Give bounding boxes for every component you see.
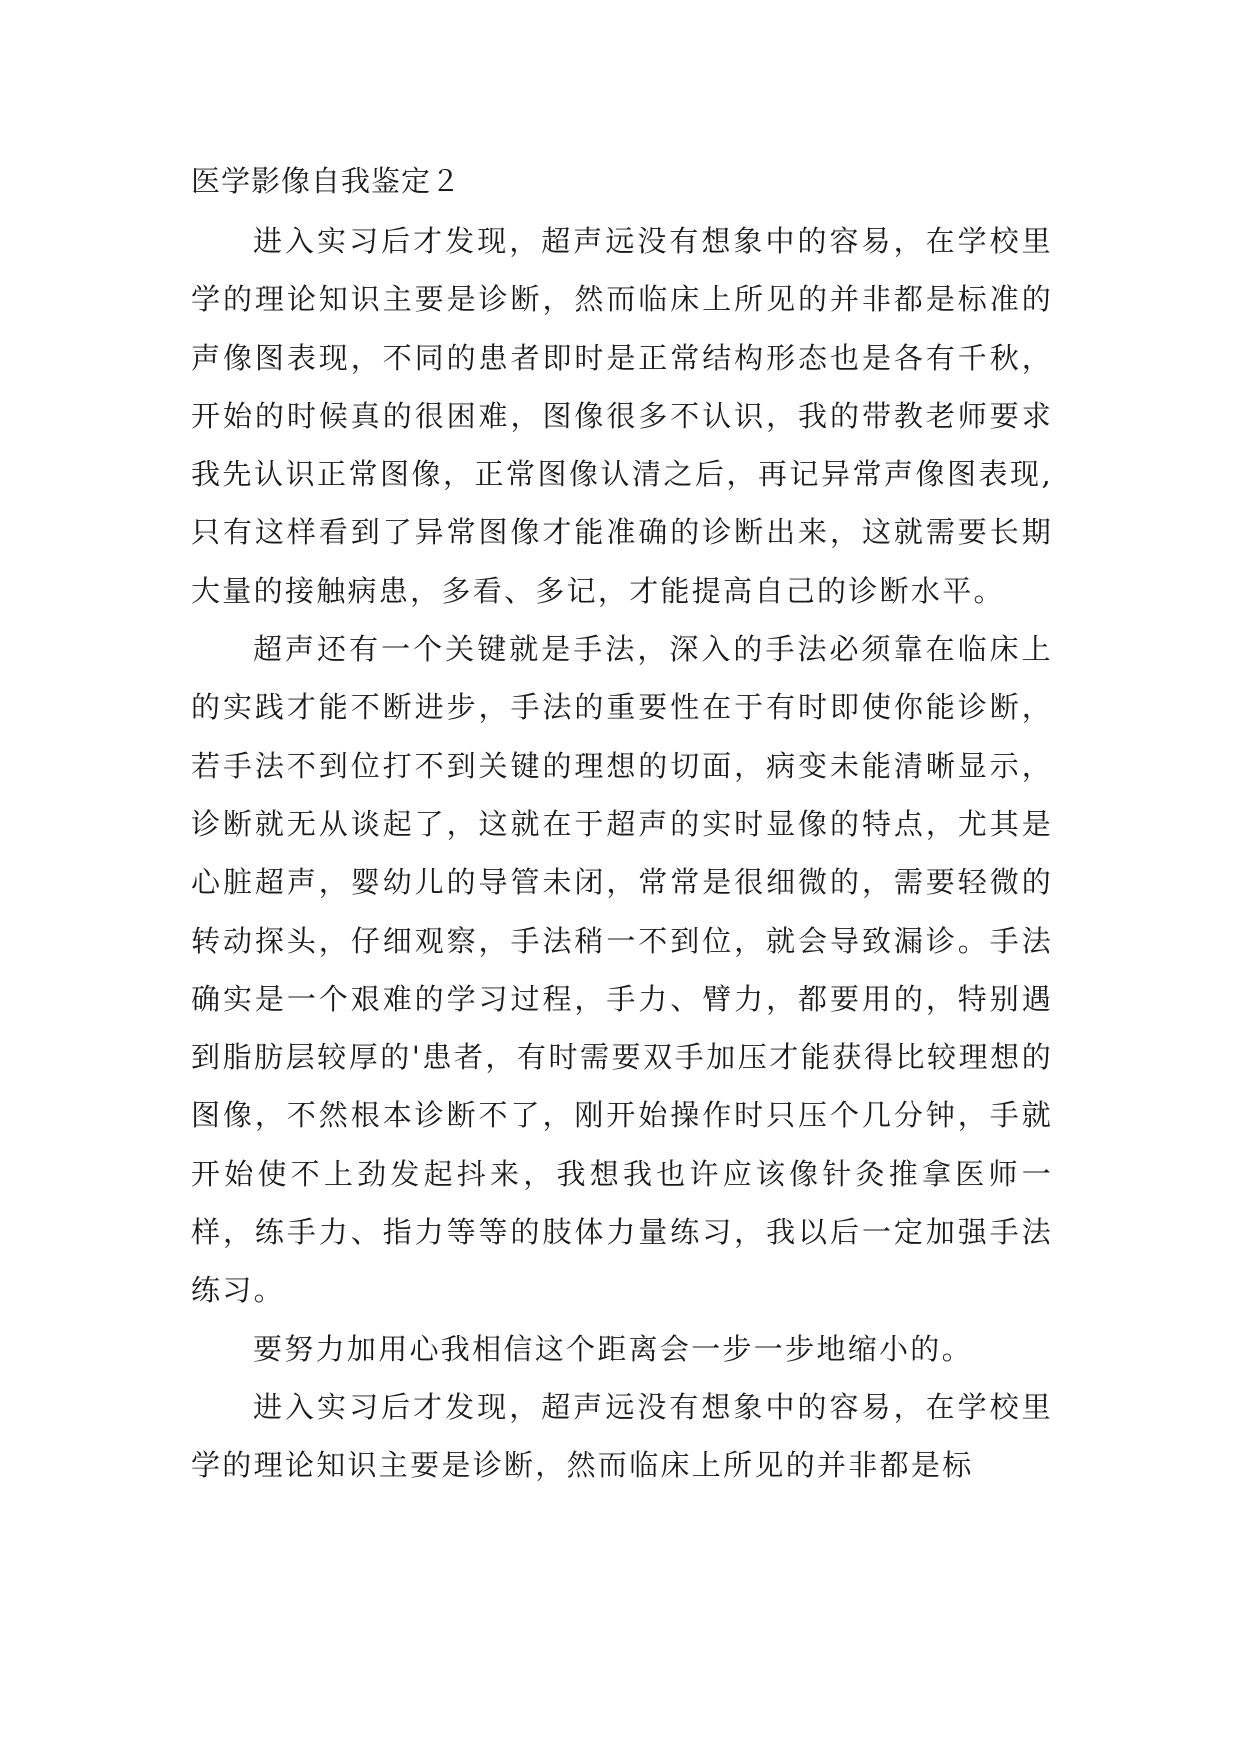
paragraph-1: 进入实习后才发现，超声远没有想象中的容易，在学校里学的理论知识主要是诊断，然而临床上所见的并非都是标准的声像图表现，不同的患者即时是正常结构形态也是各有千秋，开始的时候真的很困难，图像很多不认识，我的带教老师要求我先认识正常图像，正常图像认清之后，再记异常声像图表现,只有这样看到了异常图像才能准确的诊断出来，这就需要长期大量的接触病患，多看、多记，才能提高自己的诊断水平。 xyxy=(191,224,1053,608)
paragraph-4: 进入实习后才发现，超声远没有想象中的容易，在学校里学的理论知识主要是诊断，然而临床上所见的并非都是标 xyxy=(191,1389,1053,1483)
paragraph-3: 要努力加用心我相信这个距离会一步一步地缩小的。 xyxy=(253,1331,973,1366)
document-title: 医学影像自我鉴定２ xyxy=(191,164,462,198)
paragraph-2: 超声还有一个关键就是手法，深入的手法必须靠在临床上的实践才能不断进步，手法的重要性在于有时即使你能诊断，若手法不到位打不到关键的理想的切面，病变未能清晰显示，诊断就无从谈起了，这就在于超声的实时显像的特点，尤其是心脏超声，婴幼儿的导管未闭，常常是很细微的，需要轻微的转动探头，仔细观察，手法稍一不到位，就会导致漏诊。手法确实是一个艰难的学习过程，手力、臂力，都要用的，特别遇到脂肪层较厚的'患者，有时需要双手加压才能获得比较理想的图像，不然根本诊断不了，刚开始操作时只压个几分钟，手就开始使不上劲发起抖来，我想我也许应该像针灸推拿医师一样，练手力、指力等等的肢体力量练习，我以后一定加强手法练习。 xyxy=(191,632,1053,1308)
document-body xyxy=(191,156,1053,1495)
